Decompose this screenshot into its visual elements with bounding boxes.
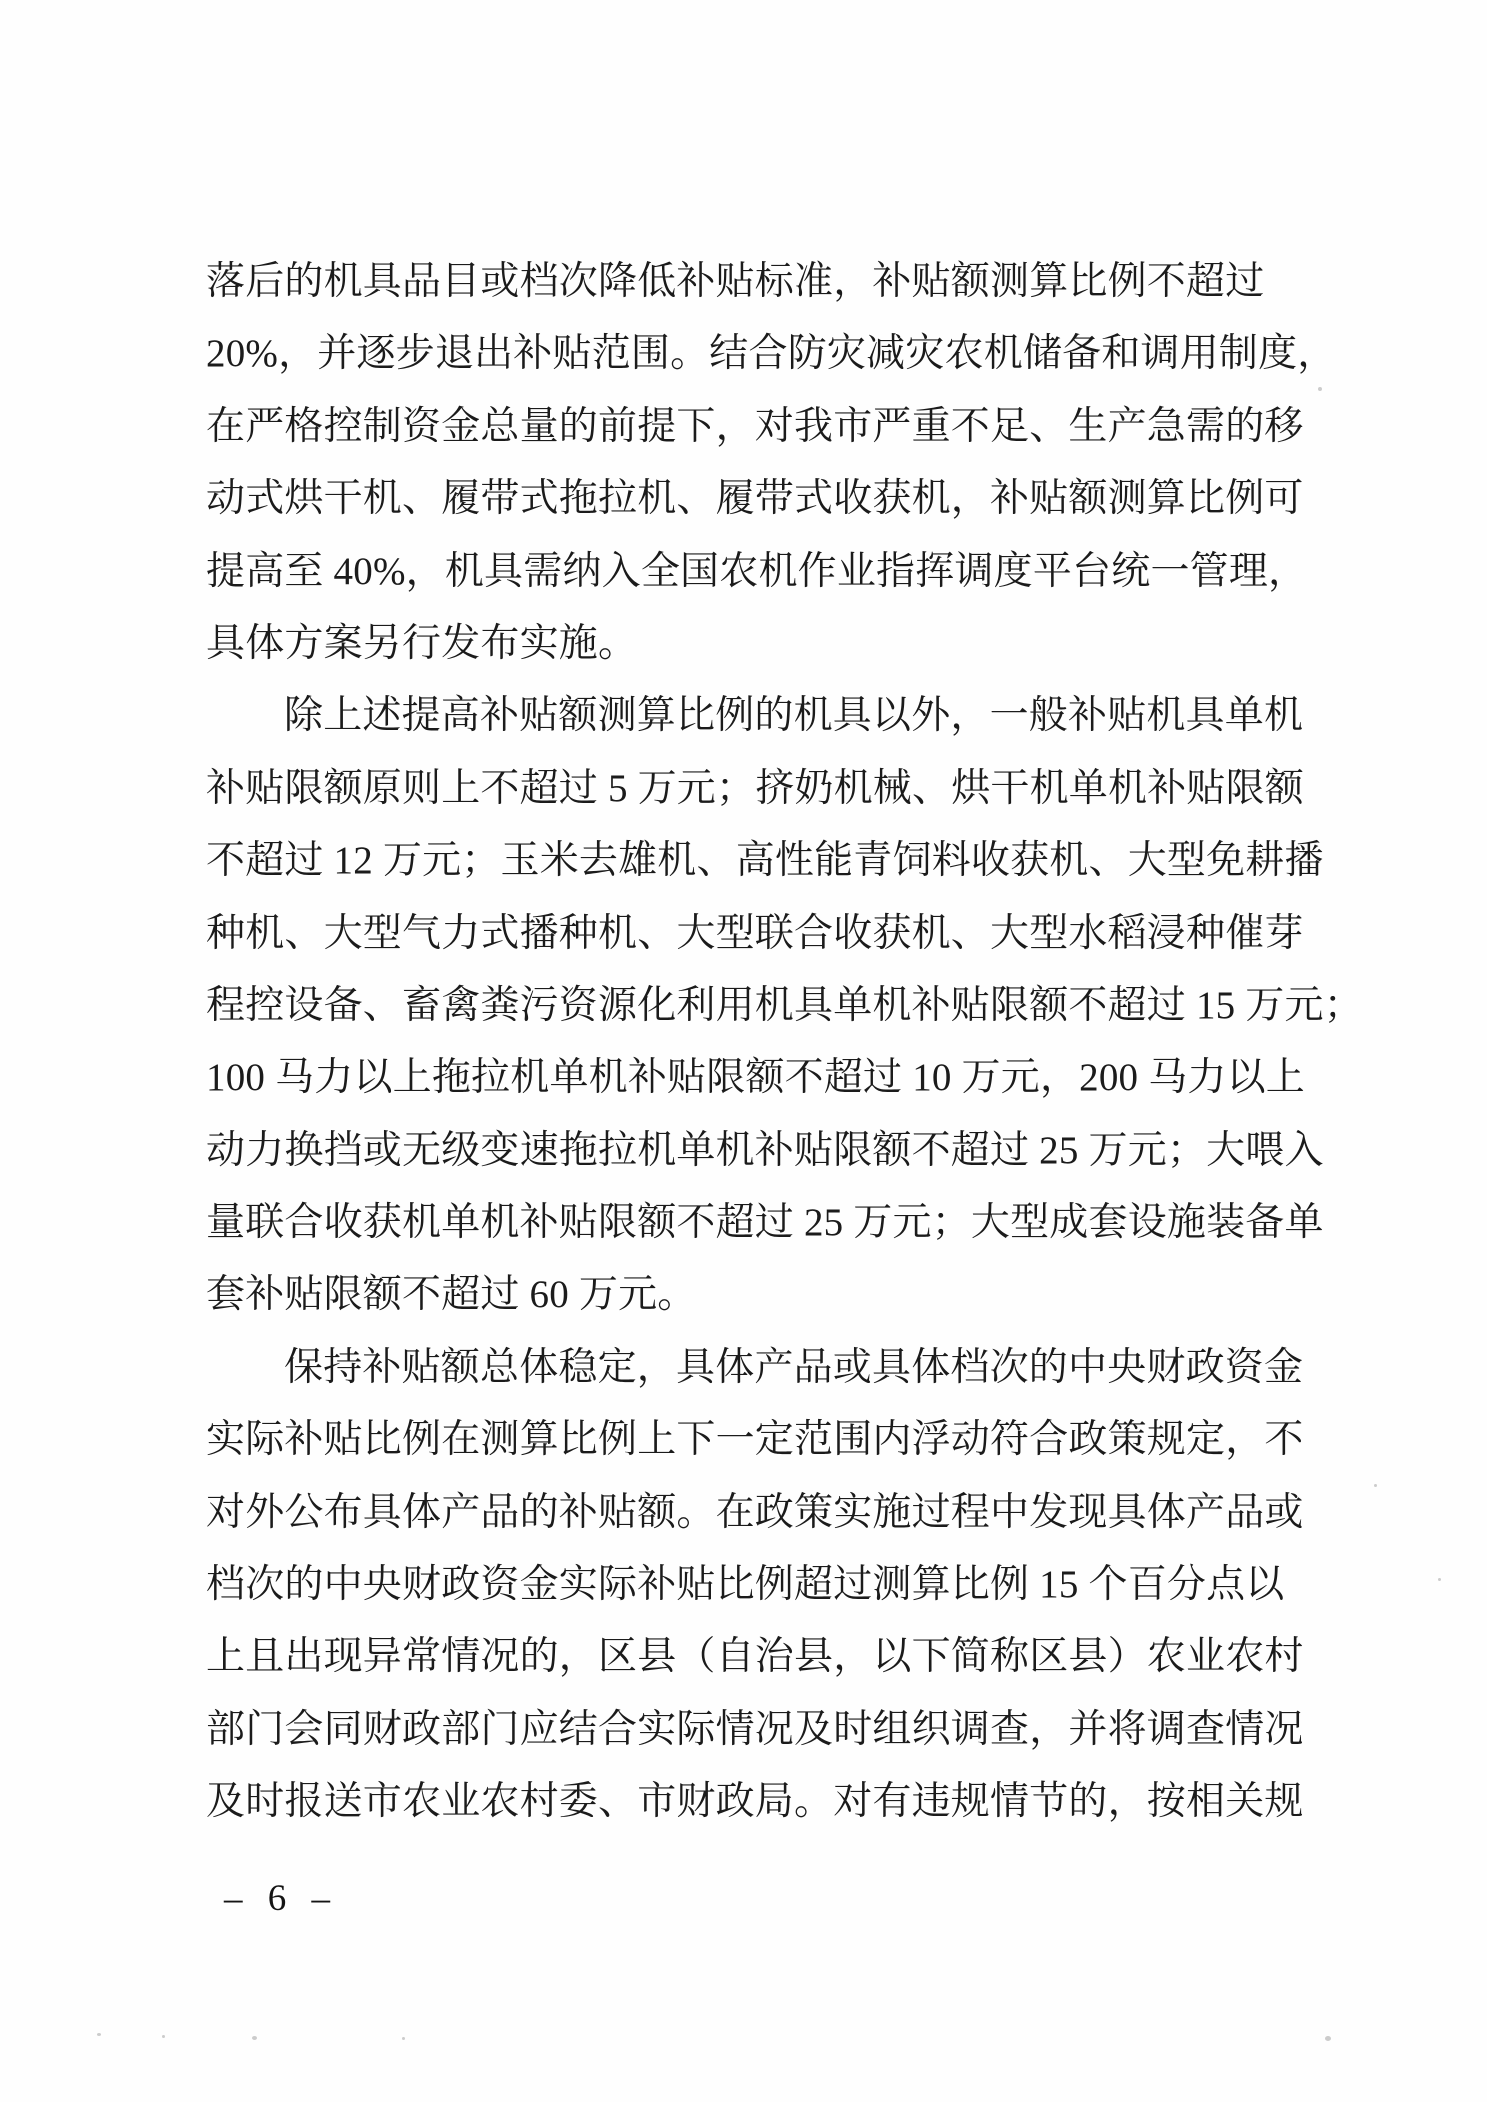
body-line: 程控设备、畜禽粪污资源化利用机具单机补贴限额不超过 15 万元；	[206, 983, 1363, 1027]
body-line: 量联合收获机单机补贴限额不超过 25 万元；大型成套设施装备单	[206, 1201, 1324, 1245]
body-line: 100 马力以上拖拉机单机补贴限额不超过 10 万元，200 马力以上	[206, 1056, 1306, 1100]
body-line: 部门会同财政部门应结合实际情况及时组织调查，并将调查情况	[206, 1707, 1304, 1751]
body-line: 种机、大型气力式播种机、大型联合收获机、大型水稻浸种催芽	[206, 911, 1304, 955]
body-line-paragraph-start: 保持补贴额总体稳定，具体产品或具体档次的中央财政资金	[284, 1345, 1304, 1389]
scan-speckle	[97, 2033, 101, 2036]
body-line: 及时报送市农业农村委、市财政局。对有违规情节的，按相关规	[206, 1780, 1304, 1824]
body-line: 在严格控制资金总量的前提下，对我市严重不足、生产急需的移	[206, 404, 1304, 448]
scan-speckle	[252, 2036, 257, 2040]
body-line: 20%，并逐步退出补贴范围。结合防灾减灾农机储备和调用制度，	[206, 332, 1337, 376]
body-line: 补贴限额原则上不超过 5 万元；挤奶机械、烘干机单机补贴限额	[206, 766, 1305, 810]
body-line: 动式烘干机、履带式拖拉机、履带式收获机，补贴额测算比例可	[206, 477, 1304, 521]
body-line-paragraph-start: 除上述提高补贴额测算比例的机具以外，一般补贴机具单机	[284, 694, 1304, 738]
body-line: 不超过 12 万元；玉米去雄机、高性能青饲料收获机、大型免耕播	[206, 839, 1324, 883]
body-line: 套补贴限额不超过 60 万元。	[206, 1273, 697, 1317]
body-line: 具体方案另行发布实施。	[206, 621, 638, 665]
body-line: 提高至 40%，机具需纳入全国农机作业指挥调度平台统一管理，	[206, 549, 1308, 593]
body-line: 实际补贴比例在测算比例上下一定范围内浮动符合政策规定，不	[206, 1418, 1304, 1462]
body-text-block	[206, 246, 1363, 1839]
page-number: – 6 –	[224, 1878, 333, 1919]
body-line: 档次的中央财政资金实际补贴比例超过测算比例 15 个百分点以	[206, 1563, 1285, 1607]
scan-speckle	[402, 2037, 405, 2040]
body-line: 对外公布具体产品的补贴额。在政策实施过程中发现具体产品或	[206, 1490, 1304, 1534]
body-line: 落后的机具品目或档次降低补贴标准，补贴额测算比例不超过	[206, 260, 1265, 303]
scan-speckle	[1438, 1578, 1441, 1581]
body-line: 动力换挡或无级变速拖拉机单机补贴限额不超过 25 万元；大喂入	[206, 1128, 1324, 1172]
body-line: 上且出现异常情况的，区县（自治县，以下简称区县）农业农村	[206, 1635, 1304, 1679]
scan-speckle	[1318, 387, 1322, 391]
scan-speckle	[1374, 1484, 1377, 1487]
scan-speckle	[162, 2035, 165, 2038]
scan-speckle	[1325, 2036, 1331, 2041]
